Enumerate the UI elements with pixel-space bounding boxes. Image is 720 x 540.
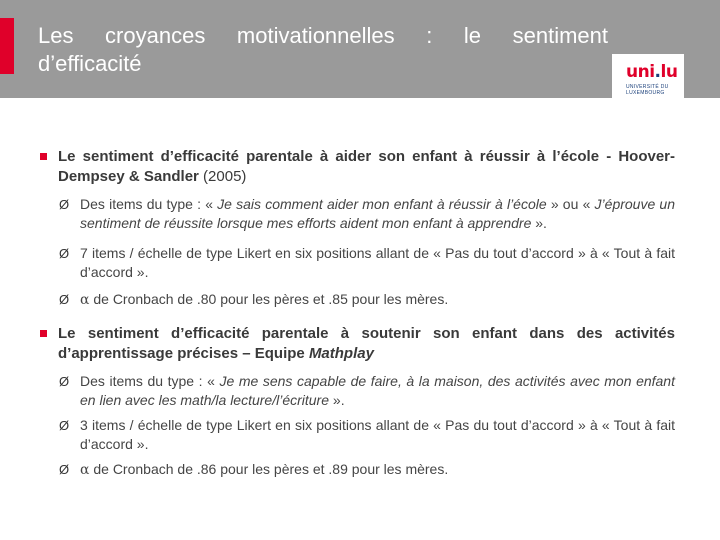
arrow-bullet-icon: Ø (59, 462, 70, 477)
slide-content (40, 147, 675, 480)
list-item (40, 244, 675, 282)
arrow-bullet-icon: Ø (59, 418, 70, 433)
bullet-square-icon (40, 330, 47, 337)
logo-mark-main: uni (626, 62, 655, 82)
logo-mark-dot: . (654, 62, 661, 82)
logo-line-2: LUXEMBOURG (626, 90, 665, 96)
arrow-bullet-icon: Ø (59, 292, 70, 307)
item-quote: Je sais comment aider mon enfant à réussir à l’école (217, 196, 547, 212)
university-logo (612, 54, 684, 100)
item-suffix-2: ». (531, 215, 547, 231)
section-gap (40, 310, 675, 324)
slide-title: Les croyances motivationnelles : le sentiment d’efficacité (38, 23, 608, 76)
section-heading-2 (40, 324, 675, 364)
logo-mark-end: lu (660, 62, 678, 82)
item-suffix: » ou « (546, 196, 595, 212)
arrow-bullet-icon: Ø (59, 197, 70, 212)
item-prefix: Des items du type : « (80, 373, 220, 389)
section-heading-1-main: Le sentiment d’efficacité parentale à aider son enfant à réussir à l’école - Hoover-Dempsey & Sandler (58, 148, 675, 185)
arrow-bullet-icon: Ø (59, 374, 70, 389)
list-item (40, 290, 675, 310)
section-heading-2-main: Le sentiment d’efficacité parentale à soutenir son enfant dans des activités d’apprentissage précises – Equipe (58, 325, 675, 362)
alpha-symbol: α (80, 292, 90, 308)
slide-header (0, 0, 720, 98)
item-prefix: Des items du type : « (80, 196, 218, 212)
item-text: 3 items / échelle de type Likert en six positions allant de « Pas du tout d’accord » à « Tout à fait d’accord ». (80, 417, 675, 452)
item-suffix: ». (329, 392, 345, 408)
item-text: 7 items / échelle de type Likert en six positions allant de « Pas du tout d’accord » à « Tout à fait d’accord ». (80, 245, 675, 280)
section-heading-1-tail: (2005) (198, 168, 247, 185)
arrow-bullet-icon: Ø (59, 246, 70, 261)
logo-mark (626, 62, 677, 82)
list-item (40, 416, 675, 454)
section-heading-2-tail: Mathplay (308, 345, 374, 362)
accent-bar (0, 18, 14, 74)
alpha-symbol: α (80, 462, 90, 478)
list-item (40, 372, 675, 410)
list-item (40, 195, 675, 233)
section-heading-1 (40, 147, 675, 187)
item-text: de Cronbach de .80 pour les pères et .85 pour les mères. (89, 291, 449, 307)
bullet-square-icon (40, 153, 47, 160)
logo-line-1: UNIVERSITÉ DU (626, 84, 669, 90)
item-text: de Cronbach de .86 pour les pères et .89 pour les mères. (89, 461, 449, 477)
item-quote-2: J’éprouve un sentiment de réussite lorsque mes efforts aident mon enfant à apprendre (80, 196, 676, 231)
list-item (40, 460, 675, 480)
item-quote: Je me sens capable de faire, à la maison, des activités avec mon enfant en lien avec les math/la lecture/l’écriture (80, 373, 675, 408)
